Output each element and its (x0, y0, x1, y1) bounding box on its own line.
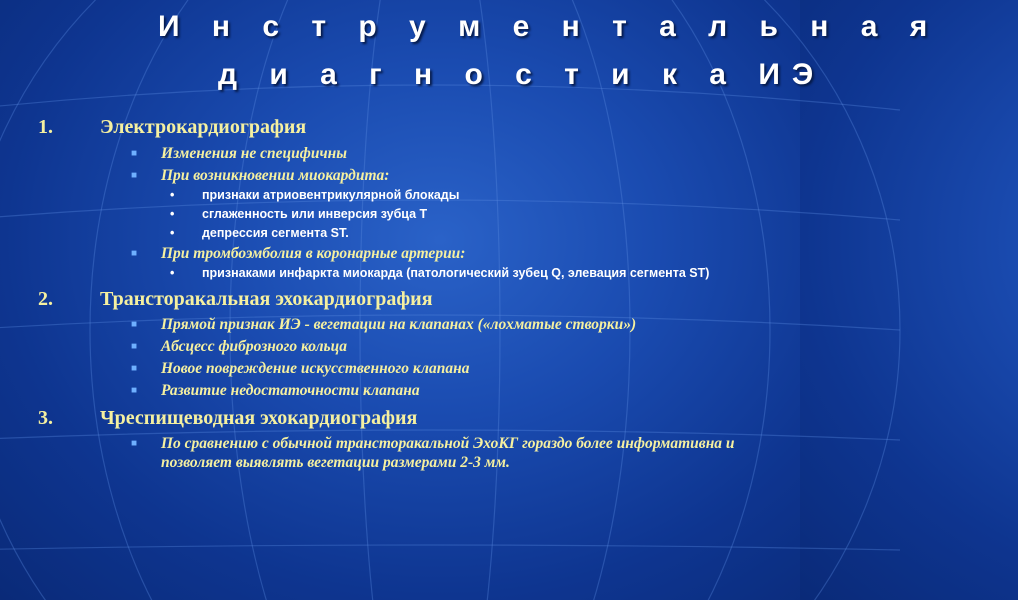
dot-bullet-icon: • (170, 266, 175, 280)
square-bullet-icon: ■ (131, 170, 138, 181)
dot-bullet-icon: • (170, 188, 175, 202)
list-item: ■ Развитие недостаточности клапана (131, 382, 420, 399)
sub-list-item: • признаками инфаркта миокарда (патологический зубец Q, элевация сегмента ST) (170, 266, 710, 280)
section-tee (38, 405, 788, 472)
square-bullet-icon: ■ (131, 341, 138, 352)
list-item: ■ При возникновении миокардита: (131, 167, 390, 184)
slide-title-line-2: д и а г н о с т и к а ИЭ (218, 58, 826, 91)
section-title: Чреспищеводная эхокардиография (100, 407, 418, 429)
list-item: ■ Изменения не специфичны (131, 145, 347, 162)
list-item: ■ Абсцесс фиброзного кольца (131, 338, 347, 355)
list-item: ■ При тромбоэмболия в коронарные артерии: (131, 245, 466, 262)
section-title: Трансторакальная эхокардиография (100, 288, 433, 310)
square-bullet-icon: ■ (131, 319, 138, 330)
dot-bullet-icon: • (170, 226, 175, 240)
square-bullet-icon: ■ (131, 438, 138, 449)
section-number: 2. (38, 288, 53, 310)
slide-title-line-1: И н с т р у м е н т а л ь н а я (158, 10, 940, 43)
sub-list-item: • сглаженность или инверсия зубца Т (170, 207, 428, 221)
section-heading (38, 286, 788, 312)
section-ecg (38, 114, 788, 281)
square-bullet-icon: ■ (131, 385, 138, 396)
section-heading (38, 114, 788, 140)
sub-list-item: • признаки атриовентрикулярной блокады (170, 188, 460, 202)
square-bullet-icon: ■ (131, 363, 138, 374)
square-bullet-icon: ■ (131, 248, 138, 259)
square-bullet-icon: ■ (131, 148, 138, 159)
list-item: ■ По сравнению с обычной трансторакальной ЭхоКГ гораздо более информативна и позволяет выявлять вегетации размерами 2-3 мм. (131, 435, 735, 471)
section-number: 1. (38, 116, 53, 138)
list-item: ■ Прямой признак ИЭ - вегетации на клапанах («лохматые створки») (131, 316, 637, 333)
section-number: 3. (38, 407, 53, 429)
slide-content (38, 114, 788, 472)
section-heading (38, 405, 788, 431)
list-item: ■ Новое повреждение искусственного клапана (131, 360, 470, 377)
section-title: Электрокардиография (100, 116, 307, 138)
dot-bullet-icon: • (170, 207, 175, 221)
section-tte (38, 286, 788, 400)
sub-list-item: • депрессия сегмента ST. (170, 226, 349, 240)
